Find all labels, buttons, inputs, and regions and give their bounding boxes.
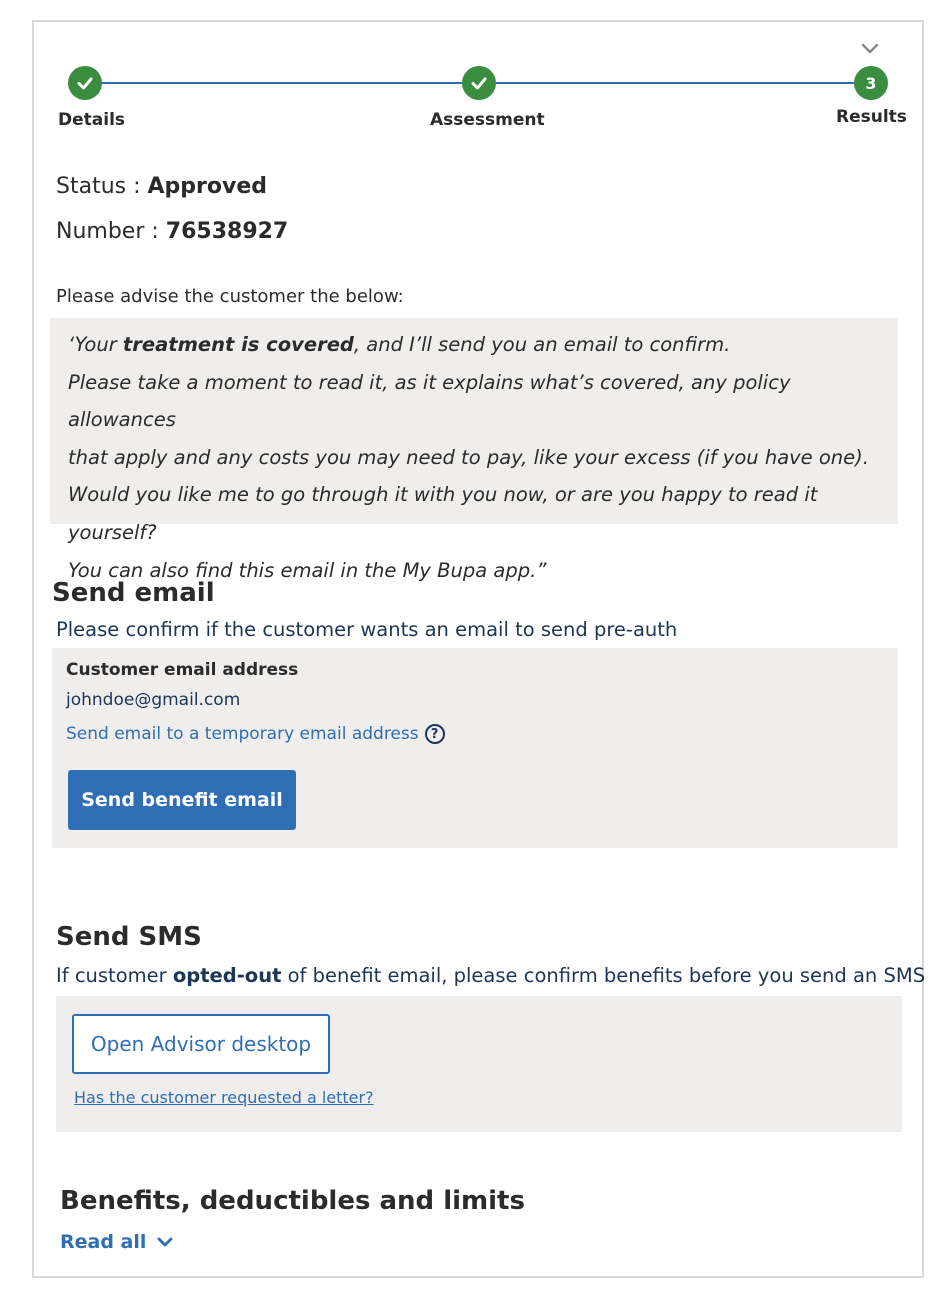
read-all-toggle[interactable] (60, 1231, 174, 1253)
quote-text: , and I’ll send you an email to confirm. (353, 333, 731, 356)
quote-text: ‘Your (68, 333, 123, 356)
step-connector (86, 82, 478, 84)
results-panel (32, 20, 924, 1278)
email-value: johndoe@gmail.com (66, 690, 241, 710)
help-icon[interactable]: ? (425, 724, 445, 744)
step-details-circle (68, 66, 102, 100)
sms-panel (56, 996, 902, 1132)
status-line (56, 174, 267, 199)
advice-quote (50, 318, 898, 582)
number-label: Number : (56, 219, 166, 244)
chevron-down-icon[interactable] (156, 1236, 174, 1248)
read-all-label[interactable]: Read all (60, 1231, 147, 1253)
email-panel (52, 648, 898, 848)
send-benefit-email-button[interactable]: Send benefit email (68, 770, 296, 830)
quote-line-5: You can also find this email in the My Bupa app.” (68, 558, 547, 582)
quote-bold: treatment is covered (122, 333, 354, 356)
advise-intro: Please advise the customer the below: (56, 286, 404, 307)
send-sms-title: Send SMS (56, 922, 202, 952)
sms-subtitle-bold: opted-out (172, 964, 282, 987)
step-label-results: Results (836, 107, 907, 127)
quote-line-2: Please take a moment to read it, as it explains what’s covered, any policy allowances (68, 370, 791, 432)
sms-subtitle-text: of benefit email, please confirm benefits before you send an SMS (281, 964, 926, 987)
check-icon (470, 74, 488, 92)
status-label: Status : (56, 174, 148, 199)
email-label: Customer email address (66, 660, 299, 680)
number-line (56, 219, 288, 244)
chevron-down-icon[interactable] (860, 42, 880, 56)
step-connector (496, 82, 854, 84)
step-results-circle (854, 66, 888, 100)
requested-letter-link[interactable]: Has the customer requested a letter? (74, 1088, 374, 1107)
status-value: Approved (147, 174, 268, 199)
step-number: 3 (865, 73, 877, 93)
quote-line-1 (68, 326, 880, 364)
benefits-title: Benefits, deductibles and limits (60, 1186, 525, 1216)
number-value: 76538927 (165, 219, 289, 244)
temporary-email-link[interactable] (66, 724, 445, 744)
temporary-email-link-text[interactable]: Send email to a temporary email address (66, 724, 419, 744)
progress-stepper (34, 22, 922, 162)
quote-line-4: Would you like me to go through it with you now, or are you happy to read it yourself? (68, 483, 818, 544)
send-sms-subtitle (56, 964, 925, 987)
quote-line-3: that apply and any costs you may need to pay, like your excess (if you have one). (68, 445, 869, 469)
sms-subtitle-text: If customer (56, 964, 173, 987)
send-email-title: Send email (52, 578, 215, 608)
step-assessment-circle (462, 66, 496, 100)
step-label-details: Details (58, 110, 126, 130)
step-label-assessment: Assessment (430, 110, 545, 130)
check-icon (76, 74, 94, 92)
send-email-subtitle: Please confirm if the customer wants an email to send pre-auth (56, 618, 678, 641)
open-advisor-desktop-button[interactable]: Open Advisor desktop (72, 1014, 330, 1074)
